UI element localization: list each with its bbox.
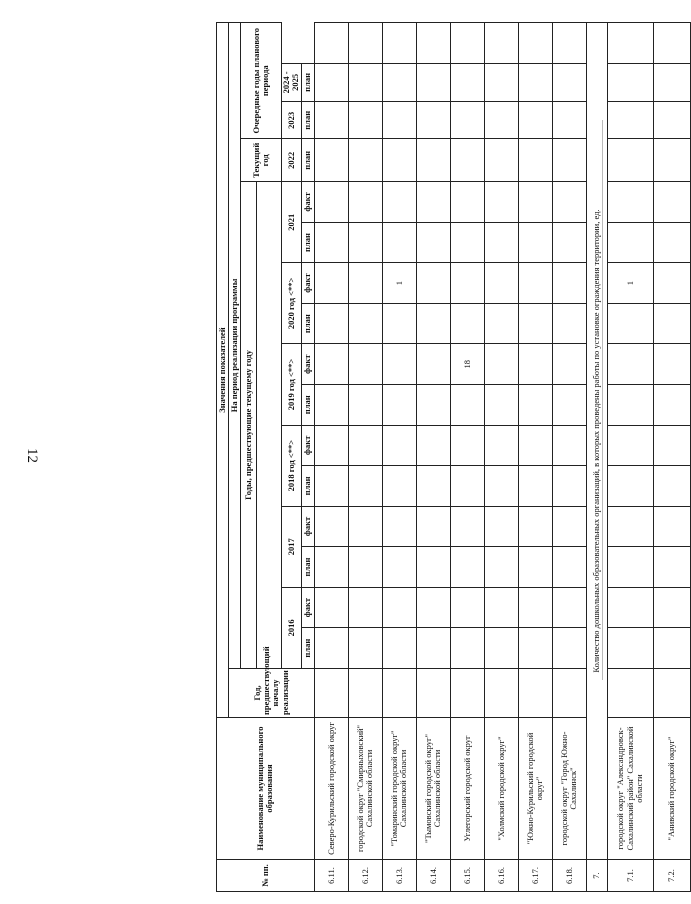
rotated-table-container — [216, 22, 677, 892]
value-2020-fact: 1 — [607, 263, 653, 304]
year-2019-header: 2019 год <**> — [282, 344, 302, 425]
section-number: 7. — [586, 859, 607, 891]
value-2020-fact — [484, 263, 518, 304]
value-2020-fact: 1 — [382, 263, 416, 304]
value-2020-fact — [450, 263, 484, 304]
value-2020-fact — [552, 263, 586, 304]
year-2020-header: 2020 год <**> — [282, 263, 302, 344]
year-2021-header: 2021 — [282, 182, 302, 263]
fact-header: факт — [301, 587, 314, 628]
table-row — [552, 23, 586, 892]
plan-header: план — [301, 384, 314, 425]
table-row — [484, 23, 518, 892]
value-2020-fact — [518, 263, 552, 304]
col-name-header: Наименование муниципального образования — [217, 718, 315, 860]
value-2019-fact: 18 — [450, 344, 484, 385]
table-row — [348, 23, 382, 892]
municipality-name: городской округ "Смирныховский" Сахалинской области — [348, 718, 382, 860]
year-2016-header: 2016 — [282, 587, 302, 668]
value-2020-fact — [653, 263, 690, 304]
fact-header: факт — [301, 506, 314, 547]
table-row — [518, 23, 552, 892]
table-row — [416, 23, 450, 892]
year-2018-header: 2018 год <**> — [282, 425, 302, 506]
table-row — [607, 23, 653, 892]
municipality-name: "Тымовский городской округ" Сахалинской области — [416, 718, 450, 860]
next-years-header: Очередные годы планового периода — [241, 23, 282, 139]
value-2019-fact — [607, 344, 653, 385]
municipality-name: "Томаринский городской округ" Сахалинской области — [382, 718, 416, 860]
table-row — [653, 23, 690, 892]
current-year-header: Текущий год — [241, 139, 282, 182]
fact-header: факт — [301, 425, 314, 466]
table-row — [314, 23, 348, 892]
plan-header: план — [301, 222, 314, 263]
value-2019-fact — [382, 344, 416, 385]
value-2019-fact — [314, 344, 348, 385]
value-2019-fact — [416, 344, 450, 385]
header-row-1 — [217, 23, 229, 892]
section-title: Количество дошкольных образовательных организаций, в которых проведены работы по установке ограждения территории, ед. — [586, 23, 607, 860]
year-2017-header: 2017 — [282, 506, 302, 587]
row-number: 6.15. — [450, 859, 484, 891]
section-row — [586, 23, 607, 892]
row-number: 6.12. — [348, 859, 382, 891]
value-2019-fact — [518, 344, 552, 385]
municipality-name: городской округ "Город Южно-Сахалинск" — [552, 718, 586, 860]
col-num-header: № пп. — [217, 859, 315, 891]
indicators-table — [216, 22, 691, 892]
fact-header: факт — [301, 182, 314, 223]
municipality-name: "Холмский городской округ" — [484, 718, 518, 860]
period-header: На период реализации программы — [229, 23, 241, 669]
years-prev-header: Годы, предшествующие текущему году — [241, 182, 257, 669]
municipality-name: "Южно-Курильский городской округ" — [518, 718, 552, 860]
plan-header: план — [301, 466, 314, 507]
year-before-header: Год, предшествующий началу реализации — [229, 668, 315, 717]
fact-header: факт — [301, 344, 314, 385]
row-number: 6.17. — [518, 859, 552, 891]
value-2020-fact — [314, 263, 348, 304]
table-row — [450, 23, 484, 892]
row-number: 7.1. — [607, 859, 653, 891]
row-number: 6.13. — [382, 859, 416, 891]
values-header: Значения показателей — [217, 23, 229, 718]
value-2019-fact — [348, 344, 382, 385]
page-number: 12 — [24, 448, 40, 463]
value-2019-fact — [484, 344, 518, 385]
year-2024-2025-header: 2024 - 2025 — [282, 63, 302, 101]
municipality-name: Углегорский городской округ — [450, 718, 484, 860]
row-number: 6.11. — [314, 859, 348, 891]
row-number: 6.18. — [552, 859, 586, 891]
row-number: 7.2. — [653, 859, 690, 891]
plan-header: план — [301, 139, 314, 182]
municipality-name: Северо-Курильский городской округ — [314, 718, 348, 860]
value-2020-fact — [416, 263, 450, 304]
year-2023-header: 2023 — [282, 102, 302, 139]
year-2022-header: 2022 — [282, 139, 302, 182]
row-number: 6.16. — [484, 859, 518, 891]
plan-header: план — [301, 63, 314, 101]
value-2019-fact — [552, 344, 586, 385]
value-2020-fact — [348, 263, 382, 304]
plan-header: план — [301, 547, 314, 588]
municipality-name: городской округ "Александровск-Сахалинский район" Сахалинской области — [607, 718, 653, 860]
municipality-name: "Анивский городской округ" — [653, 718, 690, 860]
plan-header: план — [301, 102, 314, 139]
table-row — [382, 23, 416, 892]
value-2019-fact — [653, 344, 690, 385]
fact-header: факт — [301, 263, 314, 304]
row-number: 6.14. — [416, 859, 450, 891]
plan-header: план — [301, 628, 314, 669]
plan-header: план — [301, 303, 314, 344]
